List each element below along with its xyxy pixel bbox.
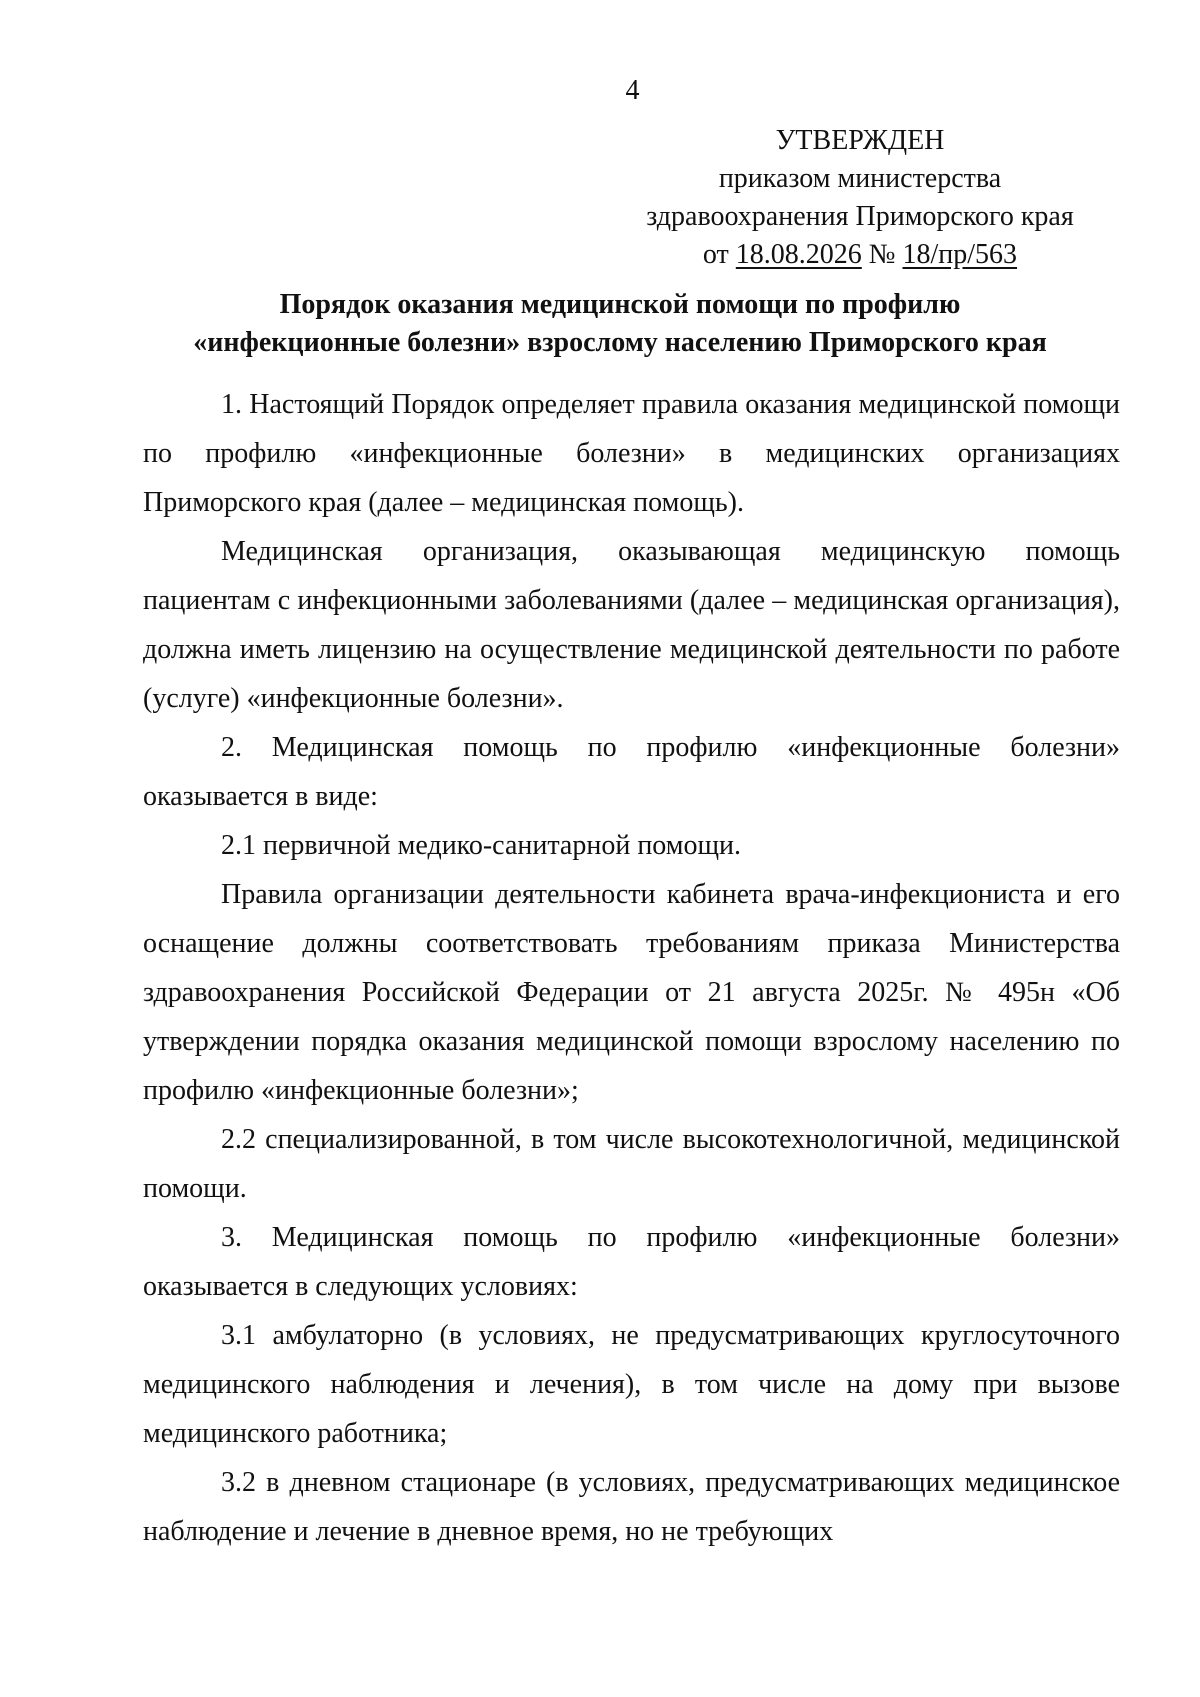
approval-date-prefix: от: [702, 239, 736, 270]
paragraph: 2.2 специализированной, в том числе высокотехнологичной, медицинской помощи.: [143, 1124, 1120, 1204]
paragraph: 3.2 в дневном стационаре (в условиях, предусматривающих медицинское наблюдение и лечение в дневное время, но не требующих: [143, 1467, 1120, 1547]
approval-date-line: [600, 236, 1120, 274]
paragraph: 1. Настоящий Порядок определяет правила оказания медицинской помощи по профилю «инфекционные болезни» в медицинских организациях Приморского края (далее – медицинская помощь).: [143, 389, 1120, 518]
title-line-1: Порядок оказания медицинской помощи по профилю: [279, 289, 961, 320]
title-line-2: «инфекционные болезни» взрослому населению Приморского края: [193, 327, 1047, 358]
paragraph: 2. Медицинская помощь по профилю «инфекционные болезни» оказывается в виде:: [143, 732, 1120, 812]
approval-number-prefix: №: [861, 239, 903, 270]
paragraph: Медицинская организация, оказывающая медицинскую помощь пациентам с инфекционными заболеваниями (далее – медицинская организация), должна иметь лицензию на осуществление медицинской деятельности по работе (услуге) «инфекционные болезни».: [143, 536, 1120, 714]
approval-line-3: здравоохранения Приморского края: [646, 201, 1074, 232]
document-title: [130, 286, 1110, 362]
paragraph: 3.1 амбулаторно (в условиях, не предусматривающих круглосуточного медицинского наблюдения и лечения), в том числе на дому при вызове медицинского работника;: [143, 1320, 1120, 1449]
page-number: 4: [625, 75, 640, 106]
paragraph: Правила организации деятельности кабинета врача-инфекциониста и его оснащение должны соответствовать требованиям приказа Министерства здравоохранения Российской Федерации от 21 августа 2025г. № 495н «Об утверждении порядка оказания медицинской помощи взрослому населению по профилю «инфекционные болезни»;: [143, 879, 1120, 1106]
approval-number: 18/пр/563: [902, 239, 1018, 270]
approval-stamp: [600, 122, 1120, 274]
paragraph: 2.1 первичной медико-санитарной помощи.: [221, 830, 742, 861]
approval-line-2: приказом министерства: [718, 163, 1002, 194]
approval-date: 18.08.2026: [735, 239, 862, 270]
paragraph: 3. Медицинская помощь по профилю «инфекционные болезни» оказывается в следующих условиях:: [143, 1222, 1120, 1302]
document-body: [143, 380, 1120, 1556]
approval-line-1: УТВЕРЖДЕН: [775, 125, 945, 156]
